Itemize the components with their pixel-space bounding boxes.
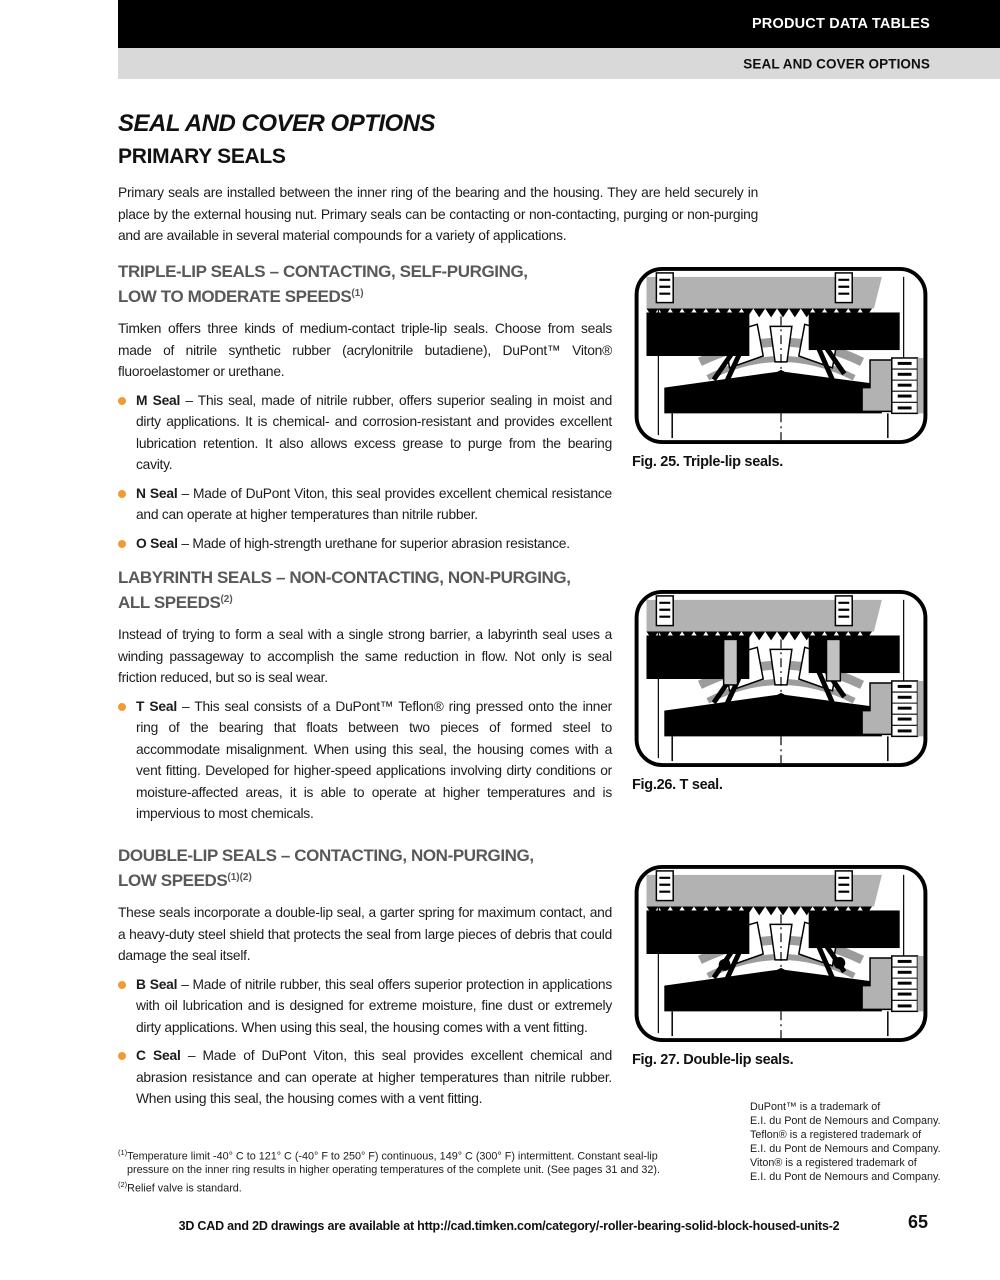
section-body: Timken offers three kinds of medium-contact triple-lip seals. Choose from seals made of nitrile synthetic rubber (acrylonitrile butadiene), DuPont™ Viton® fluoroelastomer or urethane. [118, 321, 612, 379]
header-subtitle: SEAL AND COVER OPTIONS [743, 56, 930, 71]
section-heading: DOUBLE-LIP SEALS – CONTACTING, NON-PURGING, LOW $SPEEDS^{(1)(2)}$ [118, 846, 534, 890]
trademark-line: E.I. du Pont de Nemours and Company. [750, 1171, 941, 1183]
figure-triple-lip-seals [632, 265, 930, 470]
footnotes [118, 1146, 676, 1197]
intro-paragraph: Primary seals are installed between the inner ring of the bearing and the housing. They are held securely in place by the external housing nut. Primary seals can be contacting or non-contacting, purging or non-purging and are available in several material compounds for a variety of applications. [118, 185, 758, 243]
trademark-line: E.I. du Pont de Nemours and Company. [750, 1115, 941, 1127]
figure-caption: Fig. 27. Double-lip seals. [632, 1052, 794, 1068]
seal-name: T Seal [136, 698, 177, 714]
list-item-m-seal: M Seal – This seal, made of nitrile rubber, offers superior sealing in moist and dirty applications. It is chemical- and corrosion-resistant and provides excellent lubrication retention. It also allows excess grease to purge from the bearing cavity. [118, 390, 612, 476]
bullet-dot [118, 490, 126, 498]
section-heading: LABYRINTH SEALS – NON-CONTACTING, NON-PURGING, ALL SPEEDS$^{(2)}$ [118, 568, 571, 612]
bullet-dot [118, 397, 126, 405]
list-item-o-seal: O Seal – Made of high-strength urethane for superior abrasion resistance. [118, 533, 612, 555]
list-item-c-seal: C Seal – Made of DuPont Viton, this seal provides excellent chemical and abrasion resistance and can operate at higher temperatures than nitrile rubber. When using this seal, the housing comes with a vent fitting. [118, 1045, 612, 1110]
header-title: PRODUCT DATA TABLES [751, 16, 930, 32]
section-double-lip-seals [118, 845, 612, 1110]
section-heading: TRIPLE-LIP SEALS – CONTACTING, SELF-PURGING, LOW TO MODERATE SPEEDS$^{(1)}$ [118, 262, 528, 306]
seal-name: C Seal [136, 1048, 181, 1063]
header-black-bar [118, 0, 1000, 48]
bullet-dot [118, 703, 126, 711]
bearing-cross-section-drawing [632, 863, 930, 1044]
section-body: These seals incorporate a double-lip seal, a garter spring for maximum contact, and a heavy-duty steel shield that protects the seal from large pieces of debris that could damage the seal itself. [118, 905, 612, 963]
list-item-t-seal: T Seal – This seal consists of a DuPont™ Teflon® ring pressed onto the inner ring of the bearing that floats between two pieces of formed steel to accommodate misalignment. When using this seal, the housing comes with a vent fitting. Developed for higher-speed applications involving dirty conditions or moisture-affected areas, it is able to operate at higher temperatures and is impervious to most chemicals. [118, 696, 612, 825]
trademark-line: DuPont™ is a trademark of [750, 1101, 881, 1113]
figure-caption: Fig.26. T seal. [632, 777, 723, 793]
trademark-notices [750, 1100, 960, 1184]
section-labyrinth-seals [118, 567, 612, 825]
section-triple-lip-seals [118, 261, 612, 554]
figure-double-lip-seals [632, 863, 930, 1068]
list-item-b-seal: B Seal – Made of nitrile rubber, this seal offers superior protection in applications with oil lubrication and is designed for extreme moisture, fine dust or extremely dirty applications. When using this seal, the housing comes with a vent fitting. [118, 974, 612, 1039]
seal-name: B Seal [136, 976, 178, 992]
trademark-line: Viton® is a registered trademark of [750, 1157, 917, 1169]
bullet-dot [118, 540, 126, 548]
trademark-line: E.I. du Pont de Nemours and Company. [750, 1143, 941, 1155]
bullet-dot [118, 1052, 126, 1060]
seal-name: N Seal [136, 485, 178, 501]
seal-name: O Seal [136, 535, 178, 551]
page-subtitle: PRIMARY SEALS [118, 145, 286, 168]
footnote-marker: (2) [220, 594, 233, 605]
figure-t-seal [632, 588, 930, 793]
footer-cad-note: 3D CAD and 2D drawings are available at http://cad.timken.com/category/-roller-bearing-solid-block-housed-units-2 [178, 1219, 840, 1233]
header-gray-bar [118, 48, 1000, 79]
list-item-n-seal: N Seal – Made of DuPont Viton, this seal provides excellent chemical resistance and can operate at higher temperatures than nitrile rubber. [118, 483, 612, 526]
footnote-marker: (1)(2) [227, 872, 252, 883]
trademark-line: Teflon® is a registered trademark of [750, 1129, 922, 1141]
page-number: 65 [907, 1212, 928, 1232]
bearing-cross-section-drawing [632, 265, 930, 446]
page-title: SEAL AND COVER OPTIONS [118, 110, 436, 137]
bullet-dot [118, 981, 126, 989]
footnote-2: $^{(2)}$Relief valve is standard. [118, 1180, 242, 1195]
footnote-1: $^{(1)}$Temperature limit -40° C to 121° C (-40° F to 250° F) continuous, 149° C (300° F) intermittent. Constant seal-lip pressure on the inner ring results in higher operating temperatures of the complete unit. (See pages 31 and 32). [118, 1148, 660, 1177]
section-body: Instead of trying to form a seal with a single strong barrier, a labyrinth seal uses a winding passageway to accomplish the same reduction in flow. Not only is seal friction reduced, but so is seal wear. [118, 627, 612, 685]
figure-caption: Fig. 25. Triple-lip seals. [632, 454, 783, 470]
bearing-cross-section-drawing [632, 588, 930, 769]
seal-name: M Seal [136, 392, 181, 408]
footnote-marker: (1) [351, 288, 364, 299]
title-block [118, 110, 758, 247]
